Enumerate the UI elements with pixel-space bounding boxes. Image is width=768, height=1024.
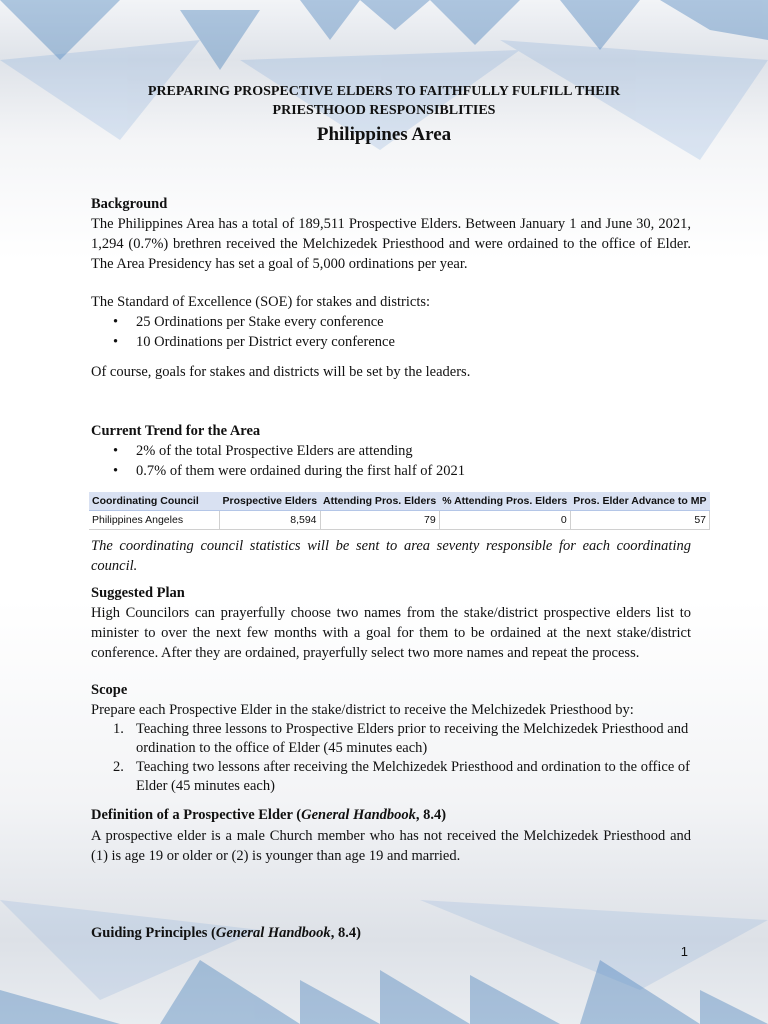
table-header-cell: Pros. Elder Advance to MP [570, 492, 709, 511]
definition-heading: Definition of a Prospective Elder (General Handbook, 8.4) [91, 807, 447, 823]
soe-list-item: • 10 Ordinations per District every conference [113, 334, 395, 350]
document-subtitle-area: Philippines Area [316, 124, 452, 145]
table-row [89, 511, 710, 530]
trend-list-item: • 2% of the total Prospective Elders are attending [113, 443, 413, 459]
table-header-cell: Coordinating Council [89, 492, 219, 511]
soe-intro: The Standard of Excellence (SOE) for stakes and districts: [91, 294, 431, 310]
bullet-icon: • [113, 443, 119, 459]
coordinating-council-table [89, 492, 710, 530]
table-cell: 8,594 [219, 511, 320, 530]
plan-heading: Suggested Plan [91, 585, 185, 601]
table-cell: 79 [320, 511, 439, 530]
goals-note: Of course, goals for stakes and districts will be set by the leaders. [91, 364, 471, 380]
plan-paragraph: High Councilors can prayerfully choose two names from the stake/district prospective elders list to minister to over the next few months with a goal for them to be ordained at the next stake/district conference. After they are ordained, prayerfully select two more names and repeat the process. [91, 605, 691, 661]
table-header-row [89, 492, 710, 511]
table-cell: Philippines Angeles [89, 511, 219, 530]
scope-intro: Prepare each Prospective Elder in the stake/district to receive the Melchizedek Priesthood by: [91, 702, 634, 718]
soe-list-item: • 25 Ordinations per Stake every conference [113, 314, 384, 330]
scope-heading: Scope [91, 682, 128, 698]
document-title-line2: PRIESTHOOD RESPONSIBLITIES [272, 103, 496, 118]
definition-paragraph: A prospective elder is a male Church member who has not received the Melchizedek Priesthood and (1) is age 19 or older or (2) is younger than age 19 and married. [91, 828, 691, 864]
page-number: 1 [680, 944, 688, 959]
bullet-icon: • [113, 334, 119, 350]
table-cell: 0 [439, 511, 570, 530]
list-item-text: Teaching two lessons after receiving the Melchizedek Priesthood and ordination to the office of Elder (45 minutes each) [136, 759, 690, 794]
bullet-icon: • [113, 463, 119, 479]
list-number: 2. [113, 759, 124, 775]
scope-list-item [113, 720, 698, 758]
list-item-text: Teaching three lessons to Prospective Elders prior to receiving the Melchizedek Priesthood and ordination to the office of Elder (45 minutes each) [136, 721, 689, 756]
table-cell: 57 [570, 511, 709, 530]
council-note: The coordinating council statistics will be sent to area seventy responsible for each coordinating council. [91, 538, 691, 574]
trend-heading: Current Trend for the Area [91, 423, 261, 439]
list-number: 1. [113, 721, 124, 737]
trend-list-item: • 0.7% of them were ordained during the first half of 2021 [113, 463, 465, 479]
bullet-icon: • [113, 314, 119, 330]
background-heading: Background [91, 196, 168, 212]
table-header-cell: % Attending Pros. Elders [439, 492, 570, 511]
background-paragraph: The Philippines Area has a total of 189,511 Prospective Elders. Between January 1 and June 30, 2021, 1,294 (0.7%) brethren received the Melchizedek Priesthood and were ordained to the office of Elder. The Area Presidency has set a goal of 5,000 ordinations per year. [91, 216, 691, 272]
scope-list-item [113, 758, 698, 796]
document-title-line1: PREPARING PROSPECTIVE ELDERS TO FAITHFULLY FULFILL THEIR [147, 84, 621, 99]
guiding-principles-heading: Guiding Principles (General Handbook, 8.4) [91, 925, 361, 941]
table-header-cell: Attending Pros. Elders [320, 492, 439, 511]
table-header-cell: Prospective Elders [219, 492, 320, 511]
